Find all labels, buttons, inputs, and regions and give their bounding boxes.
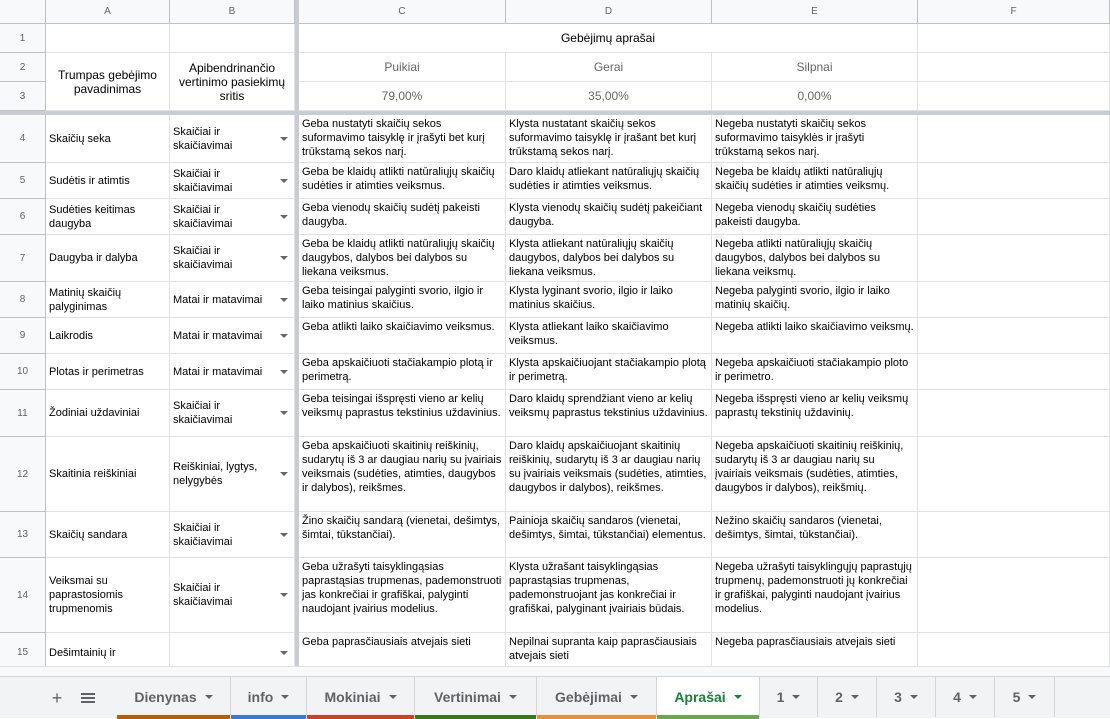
empty-f-cell[interactable] [918,437,1110,512]
dropdown-arrow-icon[interactable] [280,334,288,338]
row-header-3[interactable]: 3 [0,82,46,111]
empty-f-cell[interactable] [918,199,1110,235]
row-header-9[interactable]: 9 [0,318,46,354]
empty-f-cell[interactable] [918,282,1110,318]
area-dropdown-cell[interactable] [170,115,295,163]
area-dropdown-cell[interactable] [170,199,295,235]
tab-color-bar [307,715,414,719]
column-header-b[interactable]: B [170,0,295,24]
empty-f-cell[interactable] [918,390,1110,437]
empty-f-cell[interactable] [918,633,1110,666]
area-dropdown-cell[interactable] [170,390,295,437]
description-silpnai-cell[interactable]: Negeba nustatyti skaičių sekos suformavimo taisyklės ir įrašyti trūkstamą sekos narį. [712,115,918,163]
area-value: Matai ir matavimai [173,293,263,306]
chevron-down-icon[interactable] [509,695,517,699]
description-gerai-cell[interactable]: Daro klaidų sprendžiant vieno ar kelių veiksmų paprastus tekstinius uždavinius. [506,390,712,437]
chevron-down-icon[interactable] [205,695,213,699]
row-header-8[interactable]: 8 [0,282,46,318]
level-gerai-header[interactable]: Gerai [506,53,712,82]
description-silpnai-cell[interactable]: Negeba apskaičiuoti skaitinių reiškinių, sudarytų iš 3 ar daugiau narių su įvairiais veiksmais (sudėties, atimties, daugybos ir dalybos), reikšmių. [712,437,918,512]
description-gerai-cell[interactable]: Daro klaidų apskaičiuojant skaitinių reiškinių, sudarytų iš 3 ar daugiau narių su įvairiais veiksmais (sudėties, atimties, daugybos ir dalybos), reikšmes. [506,437,712,512]
description-silpnai-cell[interactable]: Negeba paprasčiausiais atvejais sieti [712,633,918,666]
empty-f-cell[interactable] [918,558,1110,633]
dropdown-arrow-icon[interactable] [280,256,288,260]
skill-name-cell[interactable]: Dešimtainių ir [46,633,170,666]
empty-f-cell[interactable] [918,512,1110,558]
sheet-tab[interactable] [307,677,415,717]
description-gerai-cell[interactable]: Klysta vienodų skaičių sudėtį pakeičiant daugyba. [506,199,712,235]
row-header-5[interactable]: 5 [0,163,46,199]
sheet-tab-label: Dienynas [134,689,197,705]
chevron-down-icon[interactable] [734,695,742,699]
skill-name-cell[interactable]: Sudėties keitimas daugyba [46,199,170,235]
area-value: Skaičiai ir skaičiavimai [173,125,233,152]
description-puikiai-cell[interactable]: Geba teisingai palyginti svorio, ilgio ir laiko matinius skaičius. [299,282,506,318]
description-puikiai-cell[interactable]: Geba vienodų skaičių sudėtį pakeisti daugyba. [299,199,506,235]
row-header-1[interactable]: 1 [0,24,46,53]
tab-color-bar [537,715,656,719]
description-gerai-cell[interactable]: Klysta atliekant laiko skaičiavimo veiksmus. [506,318,712,354]
percent-silpnai[interactable]: 0,00% [712,82,918,111]
dropdown-arrow-icon[interactable] [280,472,288,476]
description-gerai-cell[interactable]: Klysta apskaičiuojant stačiakampio plotą ir perimetrą. [506,354,712,390]
row-header-11[interactable]: 11 [0,390,46,437]
cell-b1[interactable] [170,24,295,53]
area-dropdown-cell[interactable] [170,512,295,558]
dropdown-arrow-icon[interactable] [280,137,288,141]
sheet-tabs-bar [0,676,1110,718]
area-value: Skaičiai ir skaičiavimai [173,167,233,194]
tab-color-bar [117,715,230,719]
level-silpnai-header[interactable]: Silpnai [712,53,918,82]
column-header-c[interactable]: C [299,0,506,24]
description-silpnai-cell[interactable]: Negeba vienodų skaičių sudėties pakeisti daugyba. [712,199,918,235]
area-value: Skaičiai ir skaičiavimai [173,203,233,230]
column-header-e[interactable]: E [712,0,918,24]
description-gerai-cell[interactable]: Daro klaidų atliekant natūraliųjų skaičių sudėties ir atimties veiksmus. [506,163,712,199]
sheet-tab[interactable] [818,677,877,717]
area-value: Skaičiai ir skaičiavimai [173,245,233,271]
sheet-tab-label: 2 [835,689,843,705]
description-silpnai-cell[interactable]: Negeba be klaidų atlikti natūraliųjų skaičių sudėties ir atimties veiksmų. [712,163,918,199]
description-gerai-cell[interactable]: Klysta lyginant svorio, ilgio ir laiko matinius skaičius. [506,282,712,318]
area-value: Matai ir matavimai [173,329,263,342]
dropdown-arrow-icon[interactable] [280,370,288,374]
row-header-10[interactable]: 10 [0,354,46,390]
sheet-tab[interactable] [537,677,657,717]
dropdown-arrow-icon[interactable] [280,179,288,183]
sheet-tab[interactable] [415,677,537,717]
sheet-tab-label: 4 [953,689,961,705]
sheet-tab-label: 3 [894,689,902,705]
chevron-down-icon[interactable] [969,695,977,699]
row-header-14[interactable]: 14 [0,558,46,633]
sheet-tab[interactable] [117,677,231,717]
empty-f-cell[interactable] [918,235,1110,282]
column-header-f[interactable]: F [918,0,1110,24]
sheet-tab[interactable] [760,677,818,717]
area-value: Skaičiai ir skaičiavimai [173,400,233,426]
description-gerai-cell[interactable]: Klysta užrašant taisyklingąsias paprastąsias trupmenas, pademonstruojant jas konkrečiai ir grafiškai, palyginant įvairiais būdais. [506,558,712,633]
skill-name-cell[interactable]: Sudėtis ir atimtis [46,163,170,199]
column-header-d[interactable]: D [506,0,712,24]
level-puikiai-header[interactable]: Puikiai [299,53,506,82]
area-value: Skaičiai ir skaičiavimai [173,521,233,548]
description-puikiai-cell[interactable]: Geba užrašyti taisyklingąsias paprastąsias trupmenas, pademonstruoti jas konkrečiai ir grafiškai, palyginti naudojant įvairius modelius. [299,558,506,633]
chevron-down-icon[interactable] [281,695,289,699]
tab-color-bar [231,715,306,719]
area-value: Matai ir matavimai [173,365,263,378]
skill-name-cell[interactable]: Veiksmai su paprastosiomis trupmenomis [46,558,170,633]
sheet-tab-label: 5 [1012,689,1021,705]
chevron-down-icon[interactable] [630,695,638,699]
description-puikiai-cell[interactable]: Geba teisingai išspręsti vieno ar kelių veiksmų paprastus tekstinius uždavinius. [299,390,506,437]
description-gerai-cell[interactable]: Klysta nustatant skaičių sekos suformavimo taisyklę ir įrašant bet kurį trūkstamą sekos narį. [506,115,712,163]
plus-icon[interactable]: + [51,687,63,708]
column-header-a[interactable]: A [46,0,170,24]
skill-name-cell[interactable]: Žodiniai uždaviniai [46,390,170,437]
sheet-tab-label: Vertinimai [434,689,501,705]
description-silpnai-cell[interactable]: Negeba išspręsti vieno ar kelių veiksmų paprastų tekstinių uždavinių. [712,390,918,437]
description-puikiai-cell[interactable]: Geba apskaičiuoti skaitinių reiškinių, sudarytų iš 3 ar daugiau narių su įvairiais veiksmais (sudėties, atimties, daugybos ir dalybos), reikšmes. [299,437,506,512]
percent-puikiai[interactable]: 79,00% [299,82,506,111]
description-silpnai-cell[interactable]: Negeba apskaičiuoti stačiakampio ploto ir perimetro. [712,354,918,390]
description-gerai-cell[interactable]: Klysta atliekant natūraliųjų skaičių daugybos, dalybos bei dalybos su liekana veiksmus. [506,235,712,282]
row-header-4[interactable]: 4 [0,115,46,163]
row-header-7[interactable]: 7 [0,235,46,282]
row-header-13[interactable]: 13 [0,512,46,558]
area-dropdown-cell[interactable] [170,437,295,512]
empty-f-cell[interactable] [918,354,1110,390]
description-puikiai-cell[interactable]: Žino skaičių sandarą (vienetai, dešimtys, šimtai, tūkstančiai). [299,512,506,558]
skill-name-cell[interactable]: Skaitinia reiškiniai [46,437,170,512]
sheet-tab[interactable] [657,677,760,717]
description-puikiai-cell[interactable]: Geba paprasčiausiais atvejais sieti [299,633,506,666]
cell-a1[interactable] [46,24,170,53]
sheet-tab[interactable] [995,677,1055,717]
area-dropdown-cell[interactable] [170,163,295,199]
description-silpnai-cell[interactable]: Negeba atlikti laiko skaičiavimo veiksmų. [712,318,918,354]
group-title-cell[interactable]: Gebėjimų aprašai [299,24,918,53]
description-puikiai-cell[interactable]: Geba be klaidų atlikti natūraliųjų skaičių daugybos, dalybos bei dalybos su liekana veiksmus. [299,235,506,282]
area-value: Skaičiai ir skaičiavimai [173,582,233,608]
dropdown-arrow-icon[interactable] [280,215,288,219]
skill-name-cell[interactable]: Skaičių seka [46,115,170,163]
dropdown-arrow-icon[interactable] [280,533,288,537]
area-dropdown-cell[interactable] [170,354,295,390]
sheet-tab-label: Gebėjimai [555,689,622,705]
skill-name-cell[interactable]: Laikrodis [46,318,170,354]
tab-color-bar [415,715,536,719]
description-puikiai-cell[interactable]: Geba nustatyti skaičių sekos suformavimo taisyklę ir įrašyti bet kurį trūkstamą sekos narį. [299,115,506,163]
short-name-header[interactable]: Trumpas gebėjimo pavadinimas [46,53,170,111]
description-silpnai-cell[interactable]: Nežino skaičių sandaros (vienetai, dešimtys, šimtai, tūkstančiai). [712,512,918,558]
empty-f-cell[interactable] [918,115,1110,163]
cell-f1[interactable] [918,24,1110,53]
sheet-tab-label: 1 [776,689,785,705]
area-dropdown-cell[interactable] [170,282,295,318]
cell-f2[interactable] [918,53,1110,82]
dropdown-arrow-icon[interactable] [280,298,288,302]
row-header-2[interactable]: 2 [0,53,46,82]
area-value: Reiškiniai, lygtys, nelygybės [173,461,258,487]
description-puikiai-cell[interactable]: Geba be klaidų atlikti natūraliųjų skaičių sudėties ir atimties veiksmus. [299,163,506,199]
description-silpnai-cell[interactable]: Negeba atlikti natūraliųjų skaičių daugybos, dalybos bei dalybos su liekana veiksmų. [712,235,918,282]
area-header[interactable]: Apibendrinančio vertinimo pasiekimų sritis [170,53,295,111]
row-header-12[interactable]: 12 [0,437,46,512]
chevron-down-icon[interactable] [1028,695,1036,699]
tab-color-bar [657,715,759,719]
area-dropdown-cell[interactable] [170,235,295,282]
area-dropdown-cell[interactable] [170,558,295,633]
description-gerai-cell[interactable]: Nepilnai supranta kaip paprasčiausiais atvejais sieti [506,633,712,666]
select-all-corner[interactable] [0,0,46,24]
area-dropdown-cell[interactable] [170,633,295,666]
frozen-column-divider[interactable] [295,0,299,666]
skill-name-cell[interactable]: Plotas ir perimetras [46,354,170,390]
cell-f3[interactable] [918,82,1110,111]
skill-name-cell[interactable]: Matinių skaičių palyginimas [46,282,170,318]
chevron-down-icon[interactable] [389,695,397,699]
list-icon[interactable] [75,677,101,719]
skill-name-cell[interactable]: Skaičių sandara [46,512,170,558]
row-header-15[interactable]: 15 [0,633,46,666]
chevron-down-icon[interactable] [910,695,918,699]
dropdown-arrow-icon[interactable] [280,593,288,597]
sheet-tab[interactable] [877,677,936,717]
area-dropdown-cell[interactable] [170,318,295,354]
description-silpnai-cell[interactable]: Negeba palyginti svorio, ilgio ir laiko matinių skaičių. [712,282,918,318]
description-silpnai-cell[interactable]: Negeba užrašyti taisyklingųjų paprastųjų trupmenų, pademonstruoti jų konkrečiai ir grafiškai, palyginti naudojant įvairius modelius. [712,558,918,633]
sheet-tab-label: Mokiniai [324,689,381,705]
empty-f-cell[interactable] [918,318,1110,354]
sheet-tab[interactable] [231,677,307,717]
sheet-tab-label: info [247,689,274,705]
chevron-down-icon[interactable] [851,695,859,699]
dropdown-arrow-icon[interactable] [280,411,288,415]
row-header-6[interactable]: 6 [0,199,46,235]
description-gerai-cell[interactable]: Painioja skaičių sandaros (vienetai, dešimtys, šimtai, tūkstančiai) elementus. [506,512,712,558]
dropdown-arrow-icon[interactable] [280,651,288,655]
description-puikiai-cell[interactable]: Geba apskaičiuoti stačiakampio plotą ir perimetrą. [299,354,506,390]
empty-f-cell[interactable] [918,163,1110,199]
description-puikiai-cell[interactable]: Geba atlikti laiko skaičiavimo veiksmus. [299,318,506,354]
frozen-row-divider[interactable] [0,111,1110,115]
sheet-tab[interactable] [936,677,995,717]
chevron-down-icon[interactable] [792,695,800,699]
percent-gerai[interactable]: 35,00% [506,82,712,111]
sheet-tab-label: Aprašai [674,689,726,705]
skill-name-cell[interactable]: Daugyba ir dalyba [46,235,170,282]
